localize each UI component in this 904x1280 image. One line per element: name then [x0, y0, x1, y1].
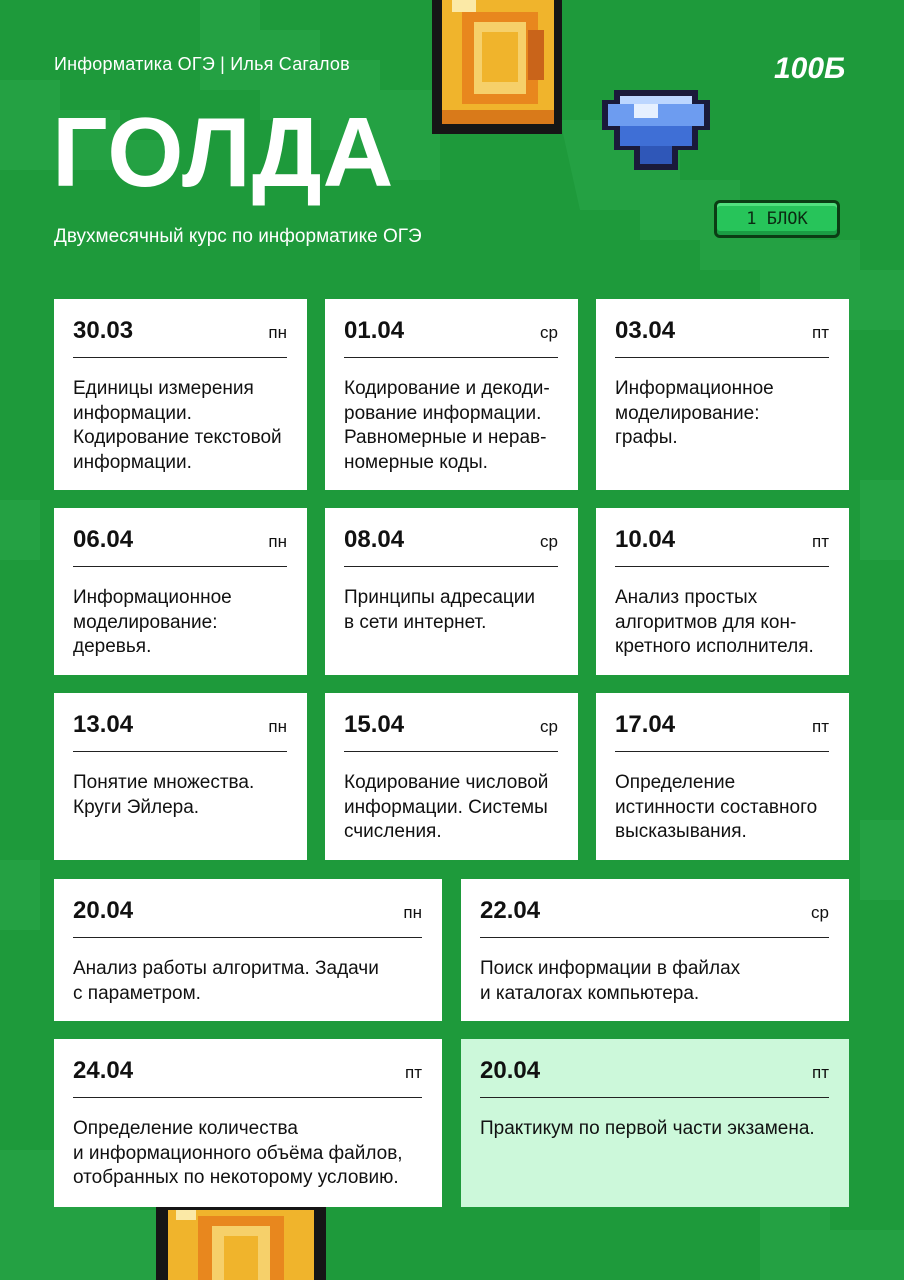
- lesson-weekday: пт: [812, 1063, 829, 1082]
- lesson-weekday: пн: [268, 532, 287, 551]
- lesson-card: [54, 1039, 442, 1207]
- lesson-card: [54, 508, 307, 675]
- lesson-date: 06.04: [73, 526, 134, 553]
- pixel-diamond-icon: [594, 82, 718, 186]
- lesson-date: 01.04: [344, 317, 405, 344]
- page-subtitle: Двухмесячный курс по информатике ОГЭ: [54, 226, 422, 247]
- lesson-topic: Анализ работы алгоритма. Задачи с параметром.: [73, 958, 379, 1004]
- lesson-card: [54, 299, 307, 490]
- page-title: ГОЛДА: [52, 97, 395, 207]
- lesson-topic: Определение количества и информационного объёма файлов, отобранных по некоторому условию.: [73, 1118, 403, 1188]
- lesson-date: 15.04: [344, 711, 405, 738]
- lesson-topic: Понятие множества. Круги Эйлера.: [73, 772, 255, 818]
- lesson-topic: Единицы измерения информации. Кодирование текстовой информации.: [73, 378, 282, 473]
- course-author-line: Информатика ОГЭ | Илья Сагалов: [54, 54, 350, 74]
- lesson-weekday: ср: [540, 532, 558, 551]
- lesson-card: [596, 299, 849, 490]
- block-badge-label: 1 БЛОК: [714, 200, 840, 238]
- lesson-weekday: пн: [268, 717, 287, 736]
- lesson-date: 03.04: [615, 317, 676, 344]
- lesson-topic: Принципы адресации в сети интернет.: [344, 587, 536, 633]
- lesson-card: [325, 693, 578, 860]
- lesson-weekday: пн: [268, 323, 287, 342]
- pixel-coin-icon: [146, 1196, 336, 1280]
- lesson-date: 20.04: [480, 1057, 541, 1084]
- lesson-card: [596, 508, 849, 675]
- lesson-card: [325, 299, 578, 490]
- lesson-card: [54, 693, 307, 860]
- lesson-date: 10.04: [615, 526, 676, 553]
- lesson-weekday: ср: [811, 903, 829, 922]
- lesson-card: [461, 879, 849, 1021]
- lesson-topic: Практикум по первой части экзамена.: [480, 1118, 815, 1139]
- lesson-weekday: пн: [403, 903, 422, 922]
- lesson-date: 13.04: [73, 711, 134, 738]
- lesson-date: 08.04: [344, 526, 405, 553]
- lesson-card: [54, 879, 442, 1021]
- pixel-coin-icon: [418, 0, 578, 140]
- lesson-topic: Кодирование и декоди- рование информации. Равномерные и нерав- номерные коды.: [344, 378, 550, 473]
- lesson-card: [325, 508, 578, 675]
- lesson-topic: Кодирование числовой информации. Системы счисления.: [344, 772, 549, 842]
- lesson-topic: Анализ простых алгоритмов для кон- кретного исполнителя.: [615, 587, 814, 657]
- lesson-topic: Определение истинности составного высказывания.: [615, 772, 818, 842]
- lesson-weekday: пт: [405, 1063, 422, 1082]
- lesson-card-practicum: [461, 1039, 849, 1207]
- lesson-card: [596, 693, 849, 860]
- lesson-topic: Информационное моделирование: деревья.: [73, 587, 232, 657]
- lesson-topic: Поиск информации в файлах и каталогах компьютера.: [480, 958, 741, 1004]
- lesson-weekday: пт: [812, 717, 829, 736]
- lesson-date: 20.04: [73, 897, 134, 924]
- block-badge: [706, 194, 848, 244]
- lesson-date: 17.04: [615, 711, 676, 738]
- lesson-weekday: пт: [812, 532, 829, 551]
- lesson-weekday: ср: [540, 323, 558, 342]
- lesson-date: 22.04: [480, 897, 541, 924]
- lesson-weekday: ср: [540, 717, 558, 736]
- lesson-date: 24.04: [73, 1057, 134, 1084]
- lesson-date: 30.03: [73, 317, 134, 344]
- lesson-weekday: пт: [812, 323, 829, 342]
- brand-logo: 100Б: [774, 52, 846, 85]
- lesson-topic: Информационное моделирование: графы.: [615, 378, 774, 448]
